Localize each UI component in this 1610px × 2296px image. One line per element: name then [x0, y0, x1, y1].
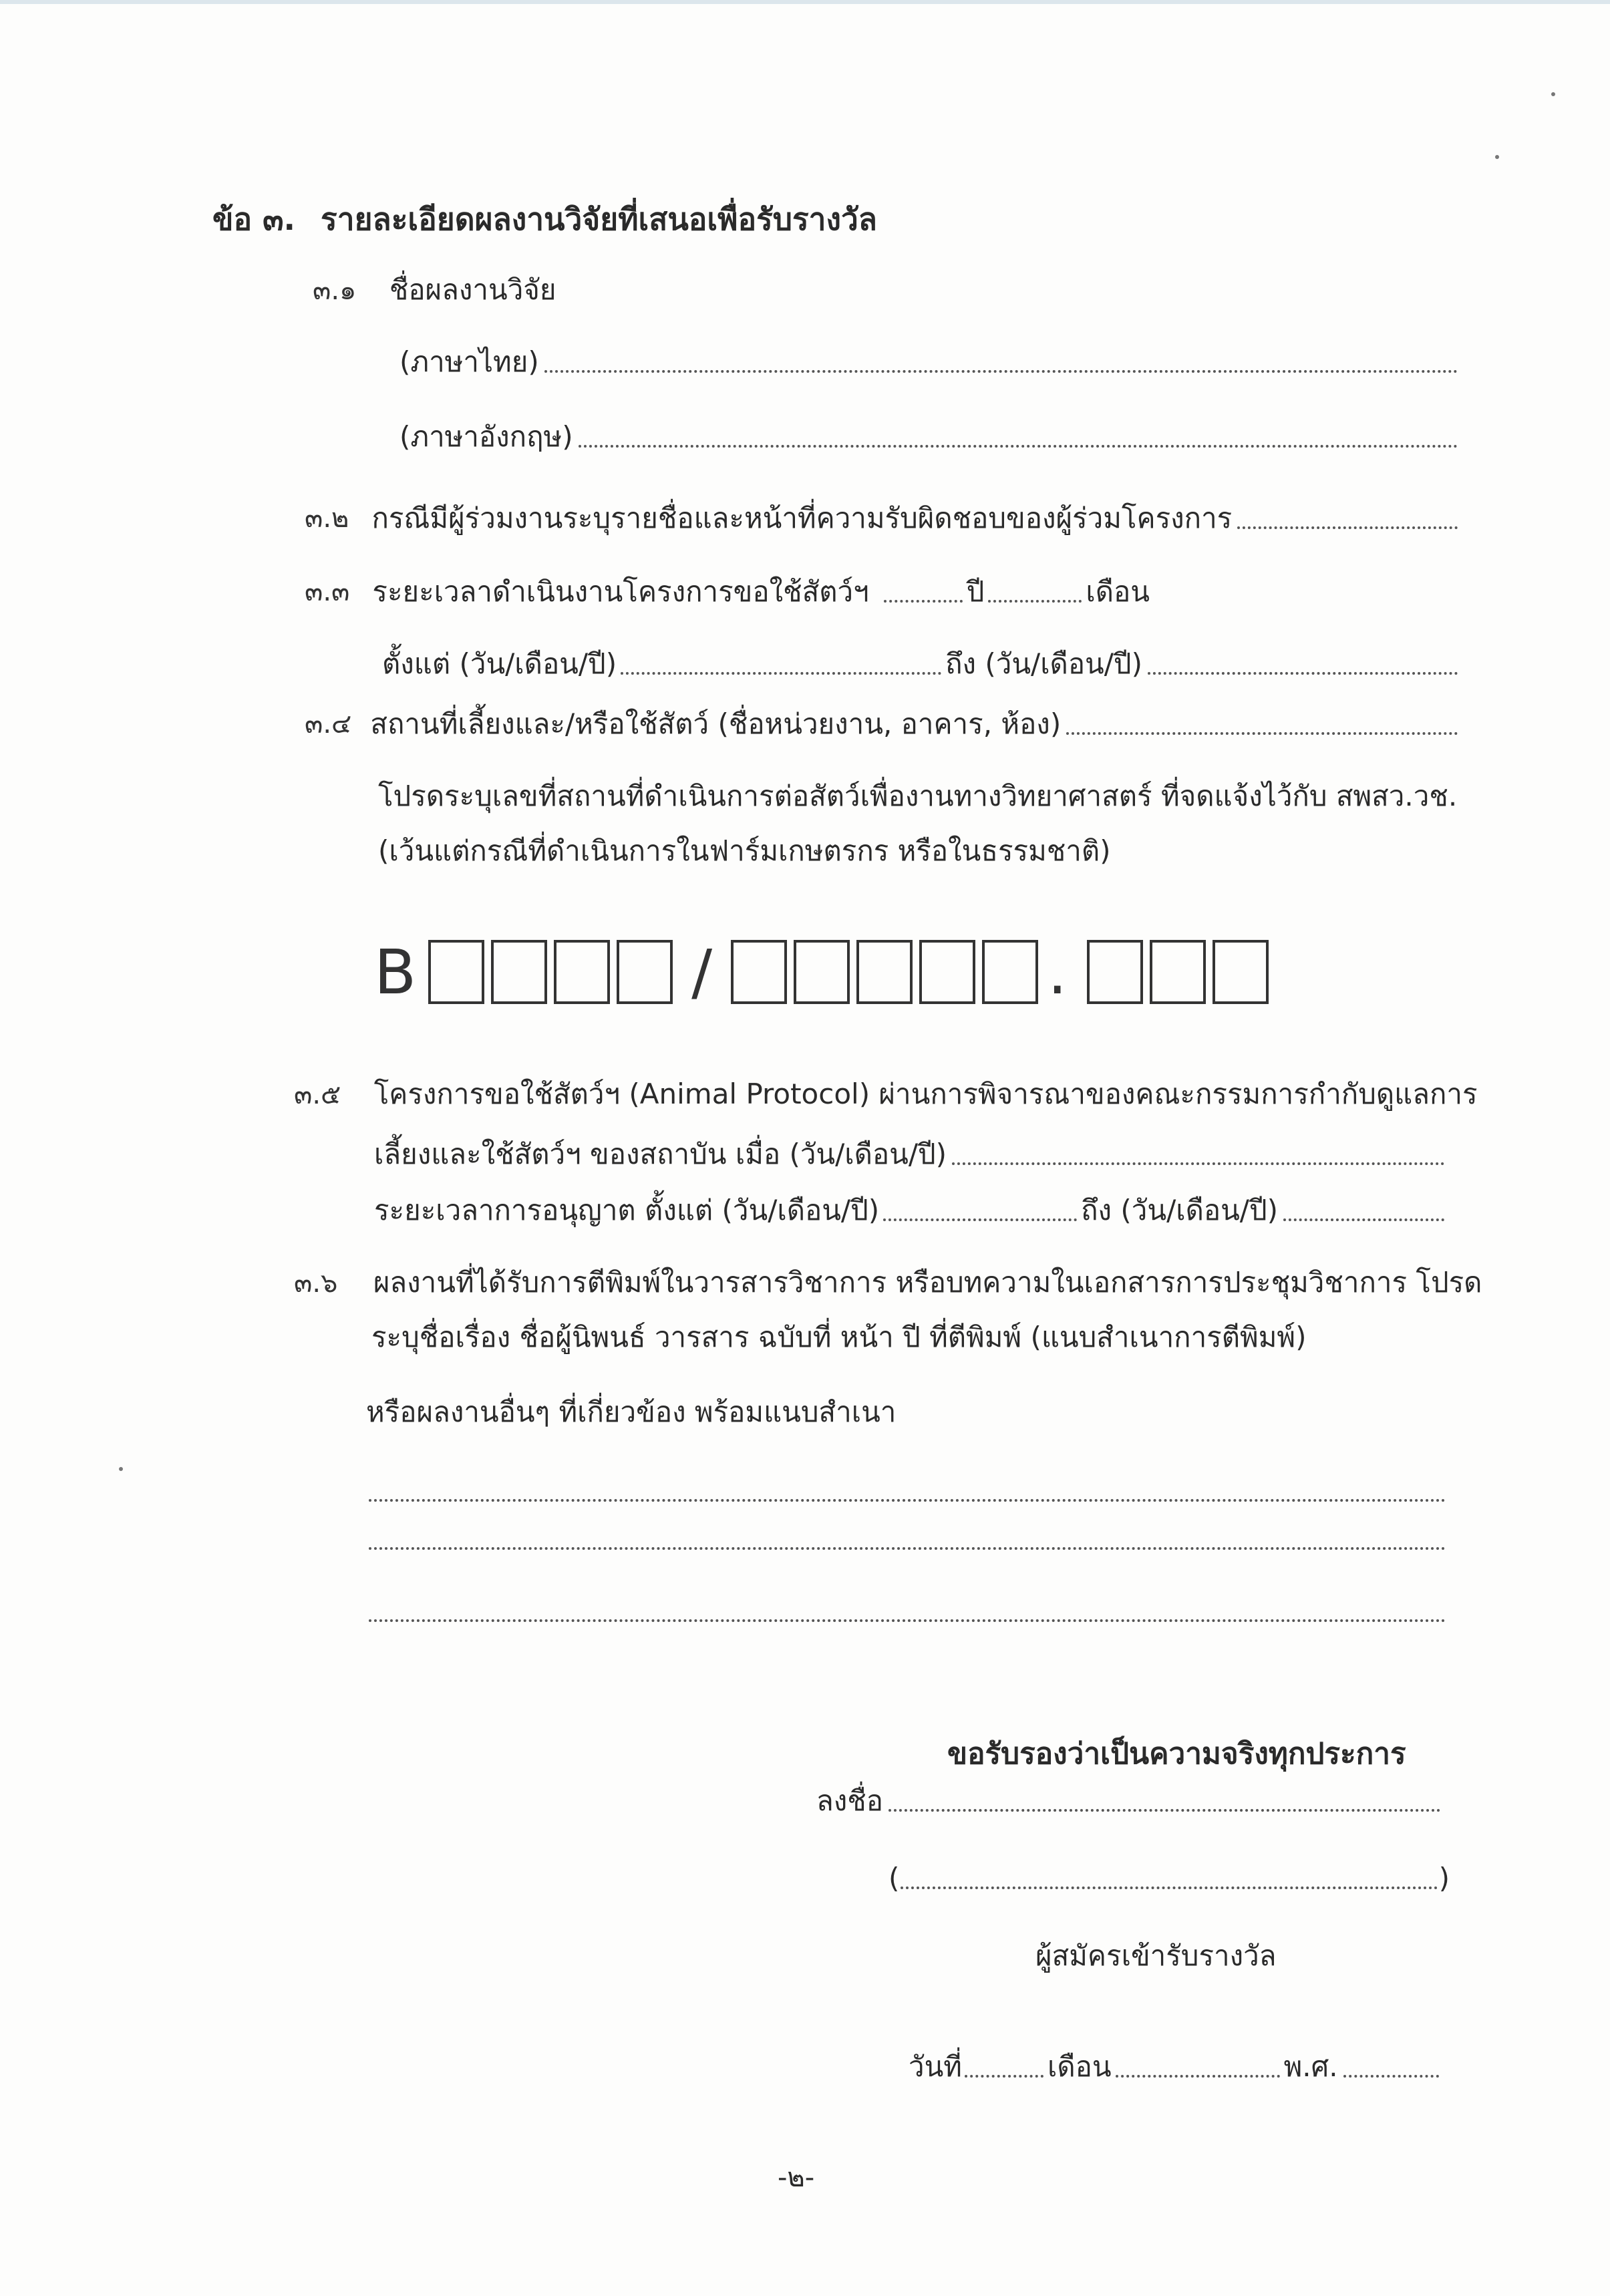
printed-name-open-paren: ( — [889, 1862, 900, 1895]
item-3-6-text-1: ผลงานที่ได้รับการตีพิมพ์ในวารสารวิชาการ หรือบทความในเอกสารการประชุมวิชาการ โปรด — [373, 1266, 1482, 1299]
date-month-line[interactable] — [1116, 2075, 1280, 2078]
item-3-1-label: ชื่อผลงานวิจัย — [389, 273, 556, 306]
code-slash: / — [691, 936, 713, 1008]
duration-months-line[interactable] — [988, 600, 1082, 603]
section-number: ข้อ ๓. — [212, 201, 296, 237]
printed-name-field[interactable] — [889, 1861, 1450, 1896]
item-3-3-dates — [382, 647, 1462, 681]
code-box[interactable] — [428, 940, 484, 1004]
to-date-line[interactable] — [1148, 672, 1458, 675]
permit-to-label: ถึง (วัน/เดือน/ปี) — [1081, 1194, 1279, 1226]
scan-speck — [1495, 155, 1499, 159]
thai-title-field[interactable] — [399, 345, 1462, 379]
english-title-line[interactable] — [579, 445, 1458, 448]
facility-code — [374, 935, 1275, 1009]
item-3-5-line-1 — [294, 1077, 1478, 1112]
sign-date-field — [909, 2049, 1443, 2084]
signature-line[interactable] — [889, 1809, 1440, 1812]
approval-date-line[interactable] — [952, 1162, 1444, 1165]
code-box[interactable] — [1150, 940, 1206, 1004]
code-box[interactable] — [554, 940, 610, 1004]
permit-from-line[interactable] — [883, 1218, 1077, 1221]
item-3-4-note-1: โปรดระบุเลขที่สถานที่ดำเนินการต่อสัตว์เพื่องานทางวิทยาศาสตร์ ที่จดแจ้งไว้กับ สพสว.วช. — [378, 780, 1458, 812]
item-3-4-note-2: (เว้นแต่กรณีที่ดำเนินการในฟาร์มเกษตรกร หรือในธรรมชาติ) — [378, 834, 1111, 867]
item-3-6-line-1 — [294, 1265, 1482, 1301]
code-box[interactable] — [794, 940, 850, 1004]
code-dot: . — [1048, 936, 1068, 1008]
item-3-3-label: ระยะเวลาดำเนินงานโครงการขอใช้สัตว์ฯ — [372, 575, 869, 608]
date-month-label: เดือน — [1047, 2050, 1112, 2083]
english-title-field[interactable] — [399, 420, 1462, 454]
signature-label: ลงชื่อ — [816, 1784, 883, 1817]
scan-top-edge — [0, 0, 1610, 4]
item-3-2-line[interactable] — [1237, 526, 1458, 529]
code-box[interactable] — [491, 940, 547, 1004]
publication-line-3[interactable] — [369, 1619, 1446, 1622]
permit-period-field — [374, 1193, 1448, 1228]
printed-name-close-paren: ) — [1438, 1862, 1450, 1895]
code-box[interactable] — [617, 940, 673, 1004]
scan-speck — [119, 1467, 123, 1471]
scan-speck — [1551, 92, 1555, 96]
item-3-2-field[interactable] — [305, 501, 1462, 536]
date-day-label: วันที่ — [909, 2050, 962, 2083]
to-date-label: ถึง (วัน/เดือน/ปี) — [945, 647, 1142, 680]
duration-year-unit: ปี — [966, 575, 985, 608]
approval-date-field[interactable] — [374, 1137, 1448, 1172]
item-3-6-number: ๓.๖ — [294, 1268, 338, 1299]
signature-field[interactable] — [816, 1784, 1444, 1818]
from-date-line[interactable] — [621, 672, 941, 675]
code-box[interactable] — [1213, 940, 1269, 1004]
from-date-label: ตั้งแต่ (วัน/เดือน/ปี) — [382, 647, 617, 680]
item-3-5-text-1: โครงการขอใช้สัตว์ฯ (Animal Protocol) ผ่านการพิจารณาของคณะกรรมการกำกับดูแลการ — [373, 1078, 1478, 1110]
item-3-3-number: ๓.๓ — [305, 577, 350, 607]
code-box[interactable] — [982, 940, 1038, 1004]
item-3-4-line[interactable] — [1066, 732, 1458, 735]
english-title-label: (ภาษาอังกฤษ) — [399, 420, 573, 453]
date-year-label: พ.ศ. — [1283, 2050, 1338, 2083]
item-3-2-number: ๓.๒ — [305, 503, 349, 534]
item-3-4-label: สถานที่เลี้ยงและ/หรือใช้สัตว์ (ชื่อหน่วยงาน, อาคาร, ห้อง) — [370, 707, 1062, 740]
section-heading — [212, 202, 877, 236]
item-3-5-number: ๓.๕ — [294, 1080, 341, 1110]
duration-month-unit: เดือน — [1086, 575, 1150, 608]
item-3-3-duration — [305, 575, 1150, 609]
item-3-1-number: ๓.๑ — [313, 275, 357, 306]
thai-title-label: (ภาษาไทย) — [399, 345, 539, 378]
publication-line-2[interactable] — [369, 1547, 1446, 1550]
item-3-4-number: ๓.๔ — [305, 709, 352, 740]
permit-to-line[interactable] — [1283, 1218, 1444, 1221]
publication-line-1[interactable] — [369, 1499, 1446, 1502]
thai-title-line[interactable] — [544, 370, 1458, 373]
item-3-4-field[interactable] — [305, 707, 1462, 742]
code-box[interactable] — [919, 940, 975, 1004]
certification-text: ขอรับรองว่าเป็นความจริงทุกประการ — [947, 1737, 1406, 1771]
permit-from-label: ระยะเวลาการอนุญาต ตั้งแต่ (วัน/เดือน/ปี) — [374, 1194, 880, 1226]
date-day-line[interactable] — [965, 2075, 1043, 2078]
item-3-6-text-2: ระบุชื่อเรื่อง ชื่อผู้นิพนธ์ วารสาร ฉบับที่ หน้า ปี ที่ตีพิมพ์ (แนบสำเนาการตีพิมพ์) — [371, 1321, 1307, 1353]
code-prefix: B — [374, 936, 417, 1008]
code-box[interactable] — [731, 940, 787, 1004]
item-3-2-label: กรณีมีผู้ร่วมงานระบุรายชื่อและหน้าที่ความรับผิดชอบของผู้ร่วมโครงการ — [371, 502, 1233, 534]
section-title: รายละเอียดผลงานวิจัยที่เสนอเพื่อรับรางวัล — [321, 201, 877, 237]
date-year-line[interactable] — [1343, 2075, 1439, 2078]
code-box[interactable] — [1087, 940, 1143, 1004]
printed-name-line[interactable] — [901, 1887, 1437, 1889]
code-box[interactable] — [856, 940, 913, 1004]
applicant-role: ผู้สมัครเข้ารับรางวัล — [1035, 1939, 1277, 1972]
item-3-1-heading — [313, 273, 556, 308]
approval-date-label: เลี้ยงและใช้สัตว์ฯ ของสถาบัน เมื่อ (วัน/เดือน/ปี) — [374, 1138, 947, 1170]
duration-years-line[interactable] — [884, 600, 963, 603]
item-3-6-text-3: หรือผลงานอื่นๆ ที่เกี่ยวข้อง พร้อมแนบสำเนา — [366, 1396, 897, 1428]
page-number: -๒- — [778, 2162, 815, 2193]
